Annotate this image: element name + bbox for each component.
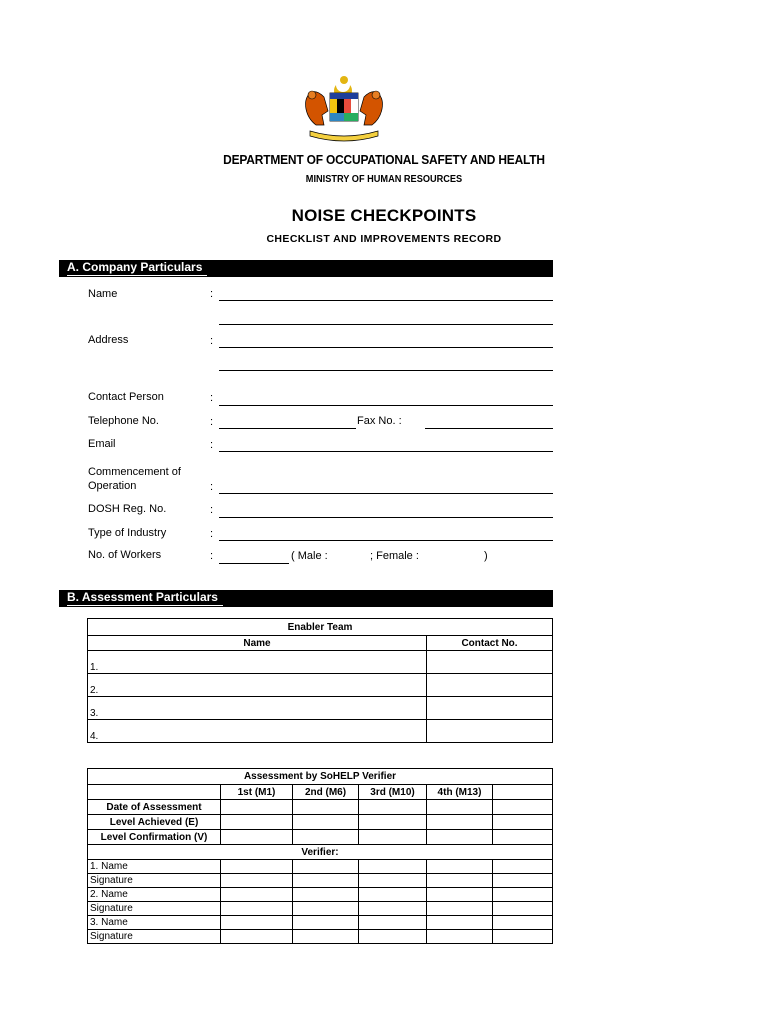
verifier-cell[interactable] xyxy=(427,930,493,944)
verifier-cell[interactable] xyxy=(359,860,427,874)
stage-5-header xyxy=(493,785,553,800)
dosh-reg-label: DOSH Reg. No. xyxy=(88,503,167,515)
enabler-team-title: Enabler Team xyxy=(88,619,553,636)
email-field[interactable] xyxy=(219,451,553,452)
verifier-cell[interactable] xyxy=(293,874,359,888)
stage-3-header: 3rd (M10) xyxy=(359,785,427,800)
department-name: DEPARTMENT OF OCCUPATIONAL SAFETY AND HEALTH xyxy=(223,152,545,167)
table-row xyxy=(88,830,553,845)
level-cell[interactable] xyxy=(293,815,359,830)
verifier-cell[interactable] xyxy=(359,874,427,888)
stage-2-header: 2nd (M6) xyxy=(293,785,359,800)
fax-label: Fax No. : xyxy=(357,415,402,427)
verifier-cell[interactable] xyxy=(221,888,293,902)
verifier-cell[interactable] xyxy=(293,888,359,902)
verifier-cell[interactable] xyxy=(221,902,293,916)
verifier-cell[interactable] xyxy=(493,860,553,874)
section-a-title: A. Company Particulars xyxy=(67,260,207,276)
verifier-cell[interactable] xyxy=(493,930,553,944)
verifier-cell[interactable] xyxy=(293,902,359,916)
telephone-field[interactable] xyxy=(219,428,356,429)
verifier-3-signature-label: Signature xyxy=(88,930,221,944)
level-confirmation-label: Level Confirmation (V) xyxy=(88,830,221,845)
verifier-cell[interactable] xyxy=(427,902,493,916)
table-row xyxy=(88,916,553,930)
date-of-assessment-label: Date of Assessment xyxy=(88,800,221,815)
name-field[interactable] xyxy=(219,300,553,301)
contact-person-colon: : xyxy=(210,392,214,404)
verifier-cell[interactable] xyxy=(359,930,427,944)
enabler-row-4-contact[interactable] xyxy=(427,720,553,743)
enabler-name-header: Name xyxy=(88,636,427,651)
verifier-blank-header xyxy=(88,785,221,800)
table-row xyxy=(88,930,553,944)
verifier-cell[interactable] xyxy=(359,902,427,916)
verifier-cell[interactable] xyxy=(493,916,553,930)
level-cell[interactable] xyxy=(493,815,553,830)
commencement-field[interactable] xyxy=(219,493,553,494)
enabler-contact-header: Contact No. xyxy=(427,636,553,651)
table-row xyxy=(88,720,553,743)
workers-close-paren: ) xyxy=(484,550,488,562)
table-row xyxy=(88,815,553,830)
male-label: ( Male : xyxy=(291,550,328,562)
confirmation-cell[interactable] xyxy=(221,830,293,845)
table-row xyxy=(88,888,553,902)
verifier-table xyxy=(87,768,553,944)
dosh-reg-colon: : xyxy=(210,504,214,516)
email-label: Email xyxy=(88,438,116,450)
workers-field[interactable] xyxy=(219,563,289,564)
confirmation-cell[interactable] xyxy=(359,830,427,845)
form-subtitle: CHECKLIST AND IMPROVEMENTS RECORD xyxy=(266,233,502,245)
verifier-cell[interactable] xyxy=(293,930,359,944)
verifier-cell[interactable] xyxy=(427,888,493,902)
table-row xyxy=(88,874,553,888)
enabler-row-1-contact[interactable] xyxy=(427,651,553,674)
verifier-cell[interactable] xyxy=(427,916,493,930)
level-cell[interactable] xyxy=(221,815,293,830)
address-colon: : xyxy=(210,335,214,347)
female-label: ; Female : xyxy=(370,550,419,562)
stage-1-header: 1st (M1) xyxy=(221,785,293,800)
name-field-line-2[interactable] xyxy=(219,324,553,325)
enabler-row-3-contact[interactable] xyxy=(427,697,553,720)
email-colon: : xyxy=(210,439,214,451)
table-row xyxy=(88,860,553,874)
verifier-2-name-label: 2. Name xyxy=(88,888,221,902)
verifier-1-name-label: 1. Name xyxy=(88,860,221,874)
verifier-1-signature-label: Signature xyxy=(88,874,221,888)
table-row xyxy=(88,800,553,815)
confirmation-cell[interactable] xyxy=(427,830,493,845)
commencement-label-1: Commencement of xyxy=(88,466,181,478)
verifier-heading: Verifier: xyxy=(88,845,553,860)
date-cell[interactable] xyxy=(427,800,493,815)
section-a-header xyxy=(59,260,553,277)
verifier-3-name-label: 3. Name xyxy=(88,916,221,930)
verifier-cell[interactable] xyxy=(221,916,293,930)
fax-field[interactable] xyxy=(425,428,553,429)
name-colon: : xyxy=(210,288,214,300)
verifier-cell[interactable] xyxy=(293,860,359,874)
stage-4-header: 4th (M13) xyxy=(427,785,493,800)
form-title: NOISE CHECKPOINTS xyxy=(291,206,477,225)
enabler-row-1-name[interactable]: 1. xyxy=(88,651,427,674)
commencement-colon: : xyxy=(210,481,214,493)
date-cell[interactable] xyxy=(221,800,293,815)
contact-person-label: Contact Person xyxy=(88,391,164,403)
verifier-table-title: Assessment by SoHELP Verifier xyxy=(88,769,553,785)
industry-field[interactable] xyxy=(219,540,553,541)
name-label: Name xyxy=(88,288,118,300)
verifier-cell[interactable] xyxy=(493,902,553,916)
section-b-header xyxy=(59,590,553,607)
date-cell[interactable] xyxy=(359,800,427,815)
verifier-cell[interactable] xyxy=(493,888,553,902)
level-achieved-label: Level Achieved (E) xyxy=(88,815,221,830)
commencement-label-2: Operation xyxy=(88,480,137,492)
telephone-label: Telephone No. xyxy=(88,415,159,427)
level-cell[interactable] xyxy=(359,815,427,830)
enabler-row-3-name[interactable]: 3. xyxy=(88,697,427,720)
verifier-cell[interactable] xyxy=(359,888,427,902)
enabler-row-2-name[interactable]: 2. xyxy=(88,674,427,697)
verifier-cell[interactable] xyxy=(427,874,493,888)
industry-colon: : xyxy=(210,528,214,540)
verifier-cell[interactable] xyxy=(493,874,553,888)
verifier-cell[interactable] xyxy=(221,860,293,874)
verifier-2-signature-label: Signature xyxy=(88,902,221,916)
industry-label: Type of Industry xyxy=(88,527,167,539)
ministry-name: MINISTRY OF HUMAN RESOURCES xyxy=(305,174,463,185)
enabler-team-table xyxy=(87,618,553,743)
address-field[interactable] xyxy=(219,347,553,348)
workers-colon: : xyxy=(210,550,214,562)
table-row xyxy=(88,697,553,720)
table-row xyxy=(88,902,553,916)
telephone-colon: : xyxy=(210,416,214,428)
date-cell[interactable] xyxy=(493,800,553,815)
verifier-cell[interactable] xyxy=(427,860,493,874)
workers-label: No. of Workers xyxy=(88,549,162,561)
enabler-row-2-contact[interactable] xyxy=(427,674,553,697)
address-label: Address xyxy=(88,334,129,346)
coat-of-arms-emblem xyxy=(296,75,392,143)
confirmation-cell[interactable] xyxy=(293,830,359,845)
contact-person-field[interactable] xyxy=(219,405,553,406)
verifier-cell[interactable] xyxy=(221,930,293,944)
verifier-cell[interactable] xyxy=(293,916,359,930)
table-row xyxy=(88,651,553,674)
verifier-cell[interactable] xyxy=(221,874,293,888)
level-cell[interactable] xyxy=(427,815,493,830)
enabler-row-4-name[interactable]: 4. xyxy=(88,720,427,743)
table-row xyxy=(88,674,553,697)
address-field-line-2[interactable] xyxy=(219,370,553,371)
verifier-cell[interactable] xyxy=(359,916,427,930)
confirmation-cell[interactable] xyxy=(493,830,553,845)
dosh-reg-field[interactable] xyxy=(219,517,553,518)
section-b-title: B. Assessment Particulars xyxy=(67,590,223,606)
date-cell[interactable] xyxy=(293,800,359,815)
